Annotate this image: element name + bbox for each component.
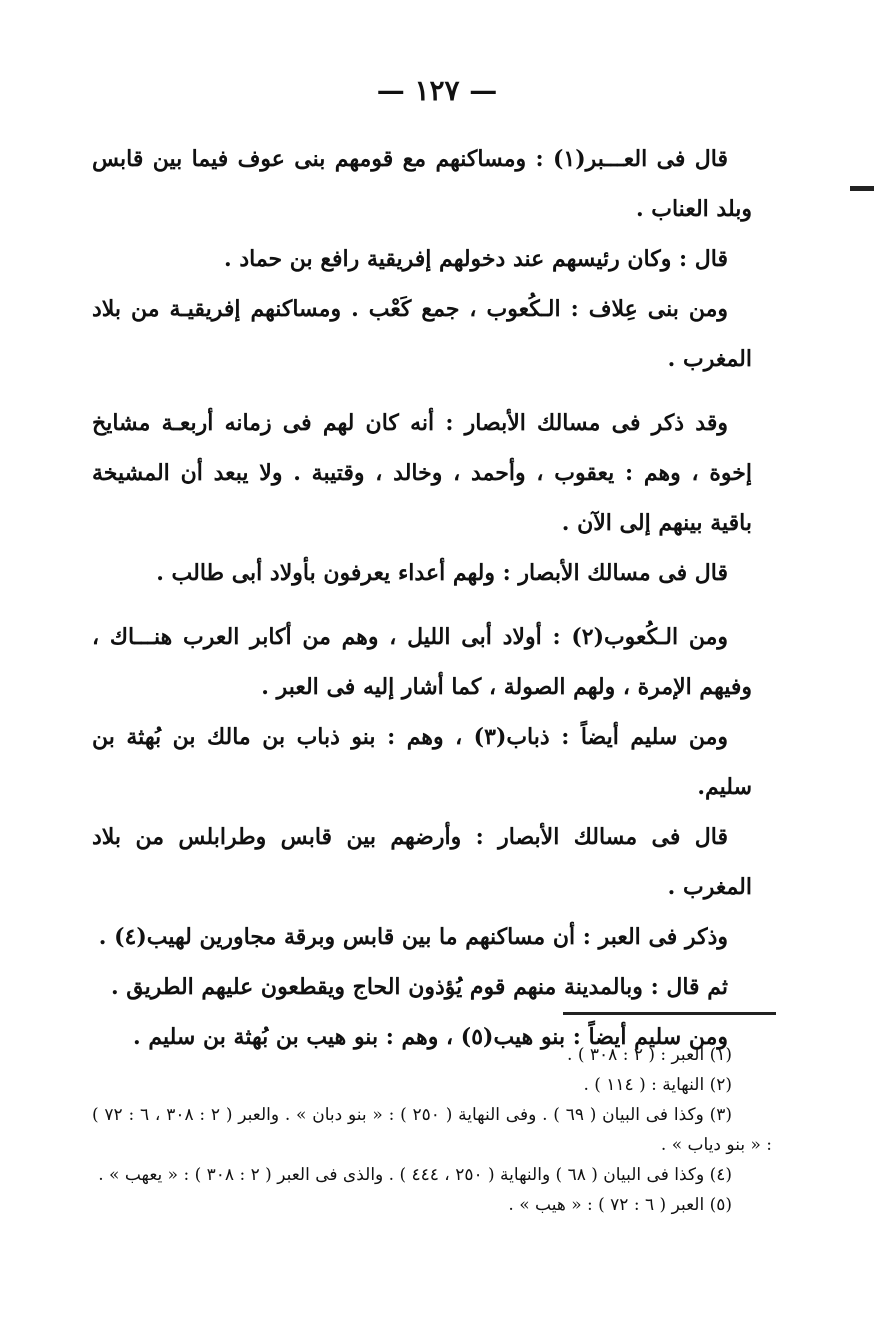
paragraph: قال : وكان رئيسهم عند دخولهم إفريقية رافع بن حماد . [224,246,728,272]
paragraph: ثم قال : وبالمدينة منهم قوم يُؤذون الحاج ويقطعون عليهم الطريق . [110,974,728,1000]
footnote-divider [563,1012,776,1015]
page-number: — ١٢٧ — [376,74,498,107]
paragraph: قال فى مسالك الأبصار : وأرضهم بين قابس وطرابلس من بلاد المغرب . [92,824,752,900]
paragraph: ومن سليم أيضاً : بنو هيب(٥) ، وهم : بنو هيب بن بُهثة بن سليم . [133,1024,728,1050]
footnote: (٤) وكذا فى البيان ( ٦٨ ) والنهاية ( ٢٥٠ ، ٤٤٤ ) . والذى فى العبر ( ٢ : ٣٠٨ ) : « يعهب » . [98,1165,732,1185]
paragraph: ومن بنى عِلاف : الـكُعوب ، جمع كَعْب . ومساكنهم إفريقيـة من بلاد المغرب . [92,296,752,372]
paragraph: قال فى العـــبر(١) : ومساكنهم مع قومهم بنى عوف فيما بين قابس وبلد العناب . [92,146,752,222]
footnote: (٥) العبر ( ٦ : ٧٢ ) : « هيب » . [508,1195,732,1215]
paragraph: ومن الـكُعوب(٢) : أولاد أبى الليل ، وهم من أكابر العرب هنـــاك ، وفيهم الإمرة ، ولهم الصولة ، كما أشار إليه فى العبر . [92,624,752,700]
paragraph: ومن سليم أيضاً : ذباب(٣) ، وهم : بنو ذباب بن مالك بن بُهثة بن سليم. [92,724,752,800]
paragraph: وذكر فى العبر : أن مساكنهم ما بين قابس وبرقة مجاورين لهيب(٤) . [98,924,728,950]
footnote: (٢) النهاية : ( ١١٤ ) . [583,1075,732,1095]
footnotes [92,1040,772,1220]
margin-mark [850,186,874,191]
main-text [92,134,752,1062]
paragraph: قال فى مسالك الأبصار : ولهم أعداء يعرفون بأولاد أبى طالب . [156,560,728,586]
footnote: (٣) وكذا فى البيان ( ٦٩ ) . وفى النهاية ( ٢٥٠ ) : « بنو دبان » . والعبر ( ٢ : ٣٠٨ ، ٦ : ٧٢ ) : « بنو دياب » . [92,1105,772,1155]
footnote: (١) العبر : ( ٢ : ٣٠٨ ) . [567,1045,732,1065]
paragraph: وقد ذكر فى مسالك الأبصار : أنه كان لهم فى زمانه أربعـة مشايخ إخوة ، وهم : يعقوب ، وأحمد ، وخالد ، وقتيبة . ولا يبعد أن المشيخة باقية بينهم إلى الآن . [92,410,752,536]
